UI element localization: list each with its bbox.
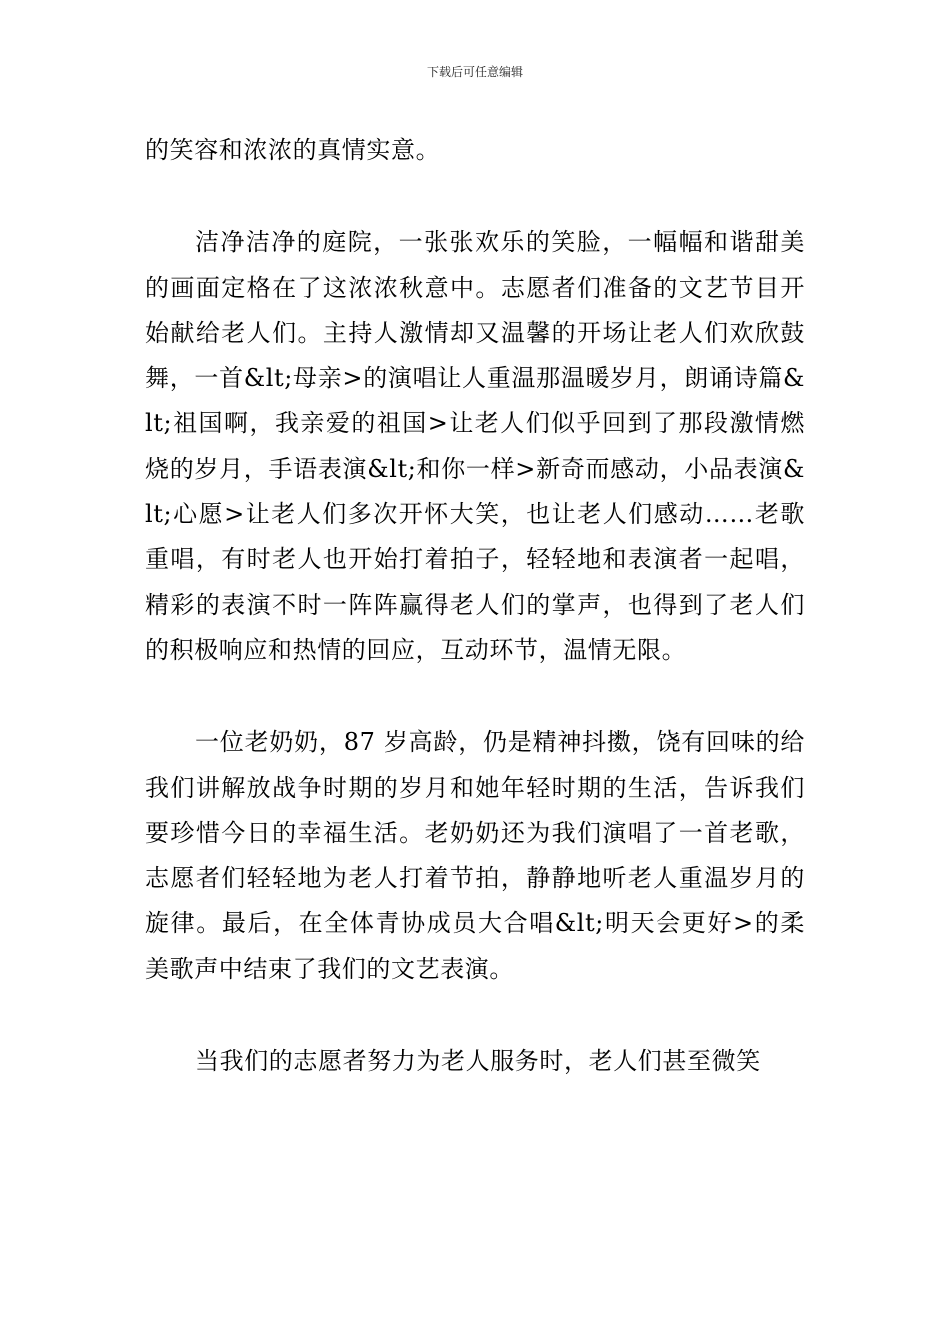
paragraph-3: 一位老奶奶，87 岁高龄，仍是精神抖擞，饶有回味的给我们讲解放战争时期的岁月和她年轻时期的生活，告诉我们要珍惜今日的幸福生活。老奶奶还为我们演唱了一首老歌，志愿者们轻轻地为老人打着节拍，静静地听老人重温岁月的旋律。最后，在全体青协成员大合唱&lt;明天会更好>的柔美歌声中结束了我们的文艺表演。 [145,728,805,983]
paragraph-4: 当我们的志愿者努力为老人服务时，老人们甚至微笑 [195,1047,761,1076]
document-body [145,128,805,1084]
paragraph-gap [145,673,805,720]
paragraph-gap [145,992,805,1039]
page-header: 下载后可任意编辑 [426,65,523,79]
paragraph-2: 洁净洁净的庭院，一张张欢乐的笑脸，一幅幅和谐甜美的画面定格在了这浓浓秋意中。志愿者们准备的文艺节目开始献给老人们。主持人激情却又温馨的开场让老人们欢欣鼓舞，一首&lt;母亲>的演唱让人重温那温暖岁月，朗诵诗篇&lt;祖国啊，我亲爱的祖国>让老人们似乎回到了那段激情燃烧的岁月，手语表演&lt;和你一样>新奇而感动，小品表演&lt;心愿>让老人们多次开怀大笑，也让老人们感动……老歌重唱，有时老人也开始打着拍子，轻轻地和表演者一起唱，精彩的表演不时一阵阵赢得老人们的掌声，也得到了老人们的积极响应和热情的回应，互动环节，温情无限。 [145,228,805,664]
paragraph-1: 的笑容和浓浓的真情实意。 [145,136,441,164]
paragraph-gap [145,173,805,220]
